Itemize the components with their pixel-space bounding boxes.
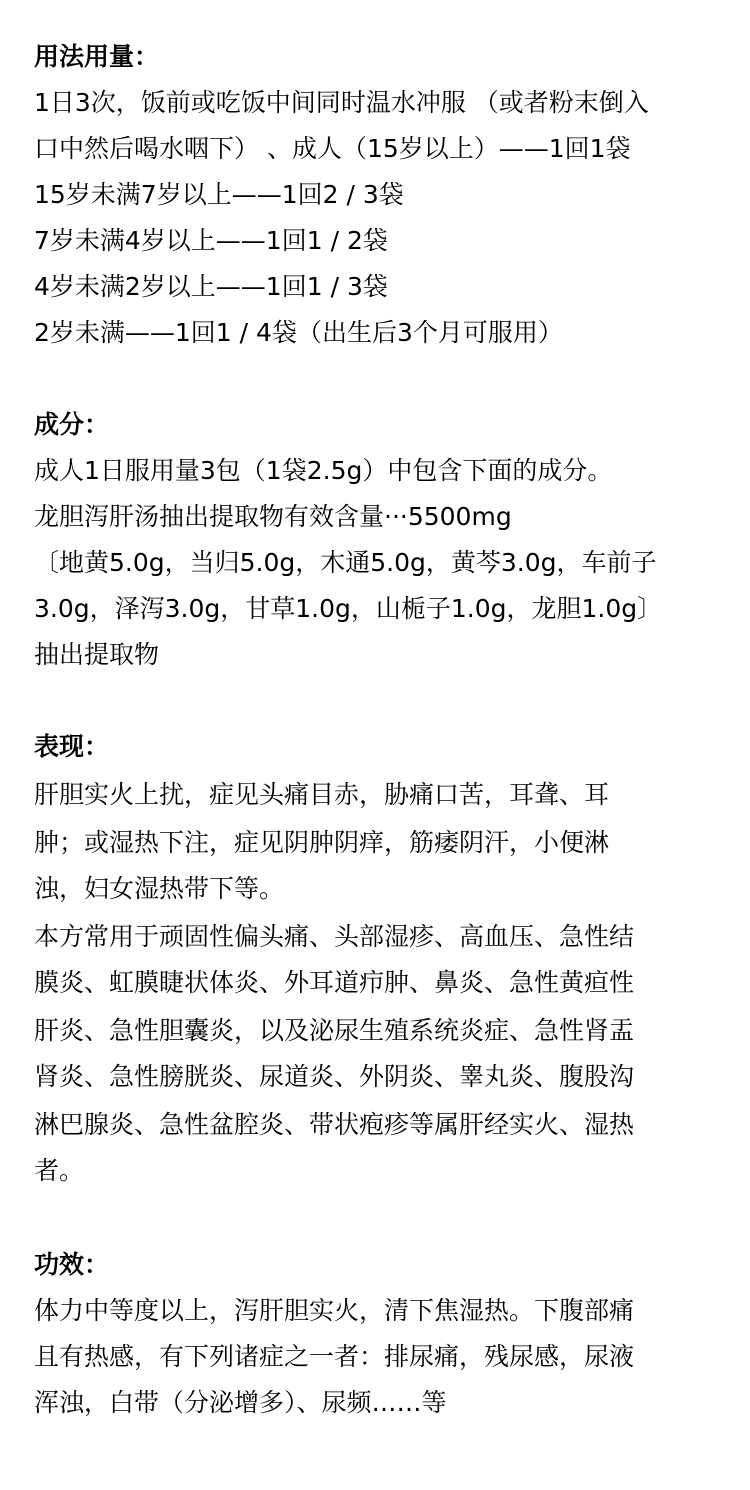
ingredients-line: 成人1日服用量3包（1袋2.5g）中包含下面的成分。 bbox=[34, 456, 613, 485]
symptoms-line: 者。 bbox=[34, 1156, 85, 1185]
usage-line: 1日3次，饭前或吃饭中间同时温水冲服 （或者粉末倒入 bbox=[34, 88, 649, 117]
symptoms-line: 淋巴腺炎、急性盆腔炎、带状疱疹等属肝经实火、湿热 bbox=[34, 1110, 635, 1139]
symptoms-line: 肝炎、急性胆囊炎，以及泌尿生殖系统炎症、急性肾盂 bbox=[34, 1016, 635, 1045]
usage-line: 4岁未满2岁以上——1回1 / 3袋 bbox=[34, 272, 388, 301]
ingredients-line: 〔地黄5.0g，当归5.0g，木通5.0g，黄芩3.0g，车前子 bbox=[34, 548, 657, 577]
symptoms-line: 肾炎、急性膀胱炎、尿道炎、外阴炎、睾丸炎、腹股沟 bbox=[34, 1062, 635, 1091]
symptoms-line: 膜炎、虹膜睫状体炎、外耳道疖肿、鼻炎、急性黄疸性 bbox=[34, 968, 635, 997]
usage-line: 口中然后喝水咽下） 、成人（15岁以上）——1回1袋 bbox=[34, 134, 631, 163]
efficacy-line: 浑浊，白带（分泌增多）、尿频……等 bbox=[34, 1388, 447, 1417]
symptoms-line: 肝胆实火上扰，症见头痛目赤，胁痛口苦，耳聋、耳 bbox=[34, 780, 610, 809]
section-heading-efficacy: 功效： bbox=[34, 1250, 110, 1279]
symptoms-line: 肿；或湿热下注，症见阴肿阴痒，筋痿阴汗，小便淋 bbox=[34, 828, 610, 857]
ingredients-line: 龙胆泻肝汤抽出提取物有效含量···5500mg bbox=[34, 502, 512, 531]
symptoms-line: 浊，妇女湿热带下等。 bbox=[34, 874, 285, 903]
section-heading-ingredients: 成分： bbox=[34, 410, 110, 439]
ingredients-line: 抽出提取物 bbox=[34, 640, 160, 669]
section-heading-usage: 用法用量： bbox=[34, 42, 160, 71]
efficacy-line: 且有热感，有下列诸症之一者：排尿痛，残尿感，尿液 bbox=[34, 1342, 635, 1371]
section-heading-symptoms: 表现： bbox=[34, 732, 110, 761]
efficacy-line: 体力中等度以上，泻肝胆实火，清下焦湿热。下腹部痛 bbox=[34, 1296, 635, 1325]
ingredients-line: 3.0g，泽泻3.0g，甘草1.0g，山栀子1.0g，龙胆1.0g〕 bbox=[34, 594, 663, 623]
usage-line: 7岁未满4岁以上——1回1 / 2袋 bbox=[34, 226, 388, 255]
usage-line: 15岁未满7岁以上——1回2 / 3袋 bbox=[34, 180, 404, 209]
usage-line: 2岁未满——1回1 / 4袋（出生后3个月可服用） bbox=[34, 318, 563, 347]
symptoms-line: 本方常用于顽固性偏头痛、头部湿疹、高血压、急性结 bbox=[34, 922, 635, 951]
